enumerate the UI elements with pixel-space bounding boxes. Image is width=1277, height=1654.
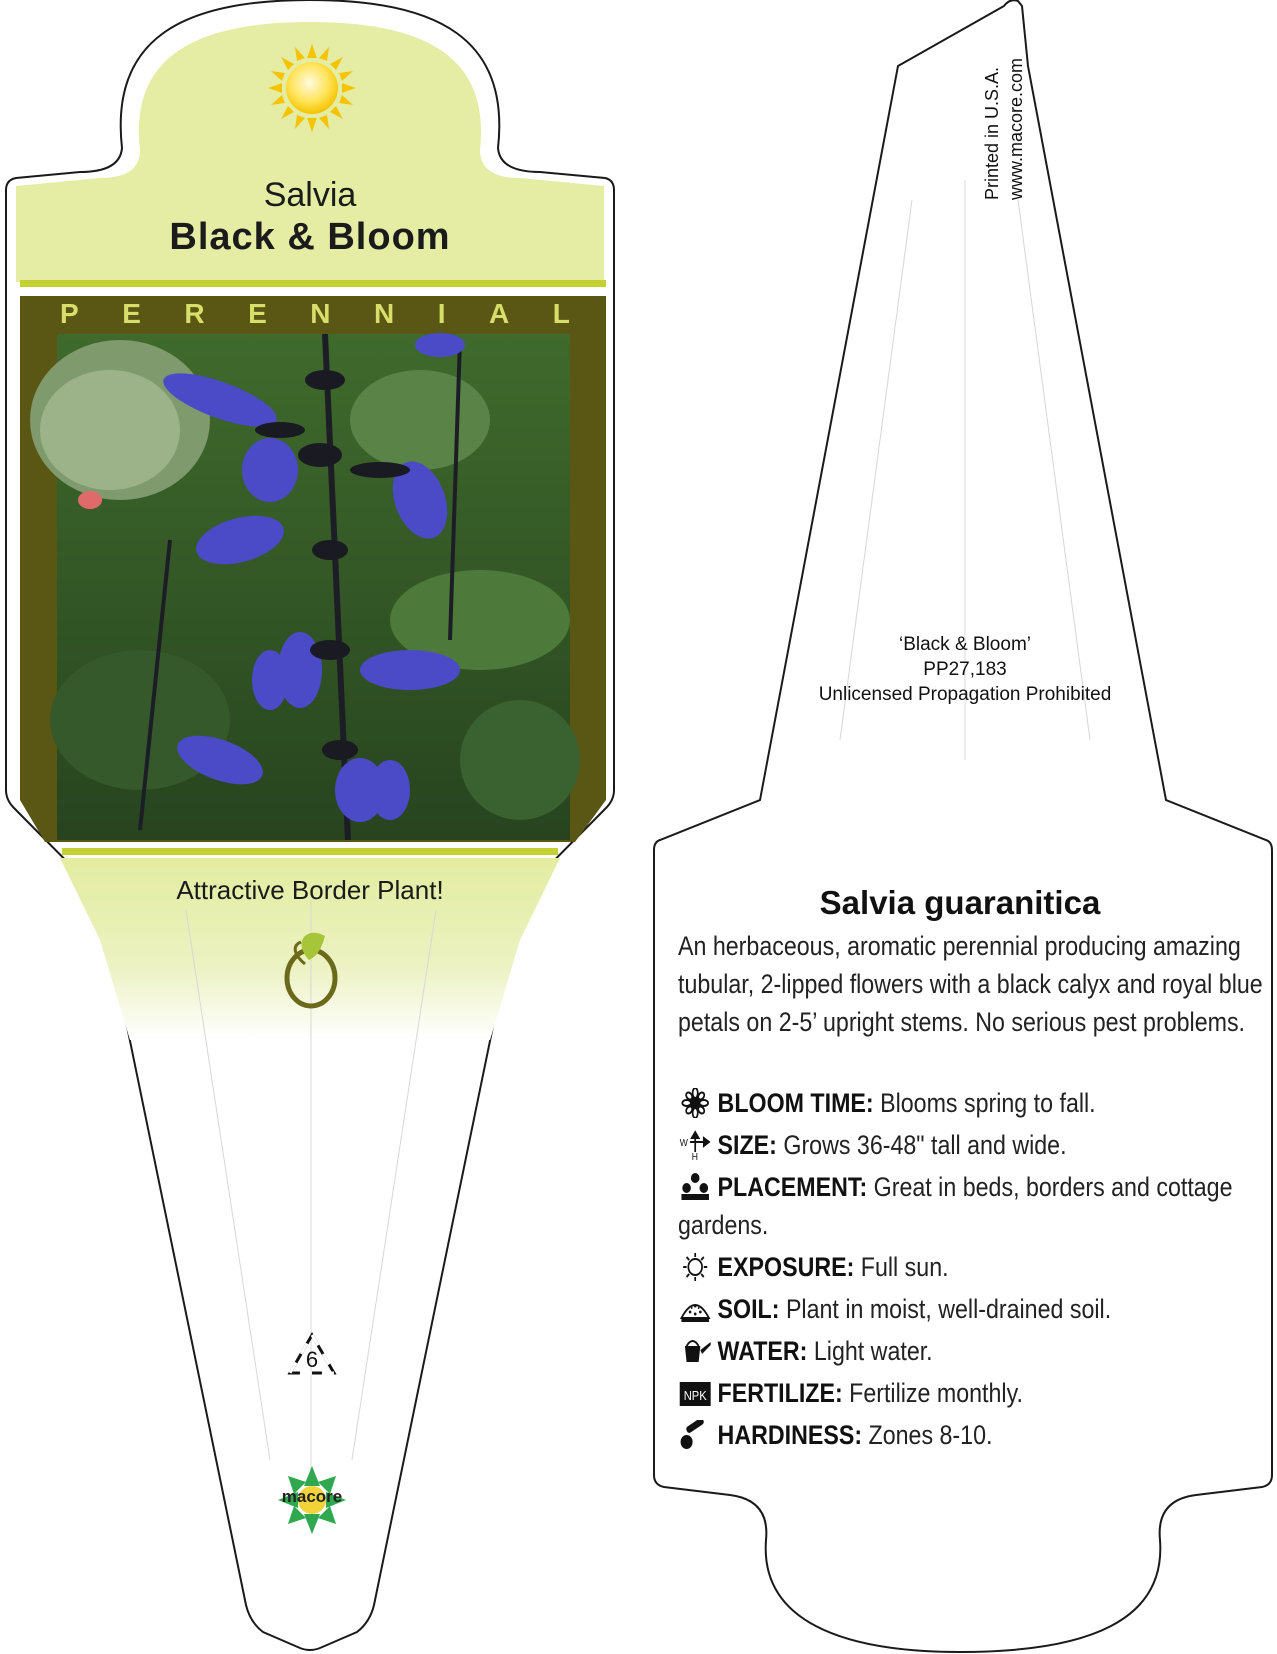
care-text: Fertilize monthly. bbox=[849, 1378, 1023, 1408]
common-name: Salvia bbox=[263, 176, 357, 214]
category-letter: P bbox=[60, 298, 79, 329]
soil-icon bbox=[678, 1294, 712, 1324]
category-letter: I bbox=[437, 298, 446, 329]
npk-icon bbox=[678, 1378, 712, 1408]
care-label: HARDINESS: bbox=[717, 1420, 863, 1450]
plant-photo bbox=[30, 333, 580, 840]
care-text: gardens. bbox=[678, 1210, 769, 1240]
recycle-code: 6 bbox=[305, 1347, 319, 1372]
species-title: Salvia guaranitica bbox=[819, 884, 1101, 921]
patent-cultivar: ‘Black & Bloom’ bbox=[899, 634, 1031, 655]
category-letter: L bbox=[552, 298, 570, 329]
printer-info bbox=[940, 50, 1120, 200]
website: www.macore.com bbox=[1006, 57, 1026, 200]
propagation-notice: Unlicensed Propagation Prohibited bbox=[818, 684, 1112, 705]
care-hardiness bbox=[678, 1416, 992, 1454]
care-text: Great in beds, borders and cottage bbox=[873, 1172, 1233, 1202]
care-placement bbox=[678, 1168, 1233, 1206]
svg-text:H: H bbox=[691, 1151, 698, 1160]
category-letter: E bbox=[122, 298, 141, 329]
care-label: WATER: bbox=[717, 1336, 808, 1366]
patent-notice bbox=[760, 632, 1170, 707]
care-placement-continued bbox=[678, 1206, 768, 1244]
full-sun-icon bbox=[268, 44, 356, 132]
care-exposure bbox=[678, 1248, 949, 1286]
care-text: Zones 8-10. bbox=[868, 1420, 993, 1450]
category-label bbox=[60, 298, 570, 330]
care-soil bbox=[678, 1290, 1111, 1328]
printed-note: Printed in U.S.A. bbox=[982, 66, 1002, 200]
category-letter: A bbox=[489, 298, 510, 329]
recycle-icon bbox=[286, 1331, 338, 1379]
care-text: Plant in moist, well-drained soil. bbox=[785, 1294, 1112, 1324]
care-text: Light water. bbox=[813, 1336, 933, 1366]
svg-text:W: W bbox=[679, 1137, 688, 1149]
thermometer-icon bbox=[678, 1420, 712, 1450]
care-label: SIZE: bbox=[717, 1130, 777, 1160]
care-text: Blooms spring to fall. bbox=[880, 1088, 1096, 1118]
care-label: EXPOSURE: bbox=[717, 1252, 855, 1282]
size-arrows-icon bbox=[678, 1130, 712, 1160]
description: An herbaceous, aromatic perennial producing amazing tubular, 2-lipped flowers with a black calyx and royal blue petals on 2-5’ upright stems. No serious pest problems. bbox=[678, 931, 1263, 1037]
watering-can-icon bbox=[678, 1336, 712, 1366]
header-divider bbox=[20, 280, 606, 287]
svg-text:NPK: NPK bbox=[683, 1388, 707, 1404]
tagline: Attractive Border Plant! bbox=[176, 875, 444, 905]
care-text: Grows 36-48" tall and wide. bbox=[783, 1130, 1067, 1160]
care-label: PLACEMENT: bbox=[717, 1172, 868, 1202]
brand-name: macore bbox=[281, 1487, 343, 1506]
care-size bbox=[678, 1126, 1067, 1164]
care-text: Full sun. bbox=[860, 1252, 949, 1282]
footer-divider bbox=[62, 848, 558, 855]
care-label: FERTILIZE: bbox=[717, 1378, 843, 1408]
care-bloom-time bbox=[678, 1084, 1096, 1122]
care-water bbox=[678, 1332, 933, 1370]
care-fertilize bbox=[678, 1374, 1023, 1412]
category-letter: N bbox=[310, 298, 331, 329]
category-letter: R bbox=[184, 298, 205, 329]
category-letter: E bbox=[248, 298, 267, 329]
care-label: BLOOM TIME: bbox=[717, 1088, 874, 1118]
category-letter: N bbox=[374, 298, 395, 329]
sun-icon bbox=[678, 1252, 712, 1282]
cultivar-name: Black & Bloom bbox=[169, 216, 451, 258]
patent-number: PP27,183 bbox=[923, 659, 1007, 680]
placement-icon bbox=[678, 1172, 712, 1202]
flower-icon bbox=[678, 1088, 712, 1118]
care-label: SOIL: bbox=[717, 1294, 780, 1324]
